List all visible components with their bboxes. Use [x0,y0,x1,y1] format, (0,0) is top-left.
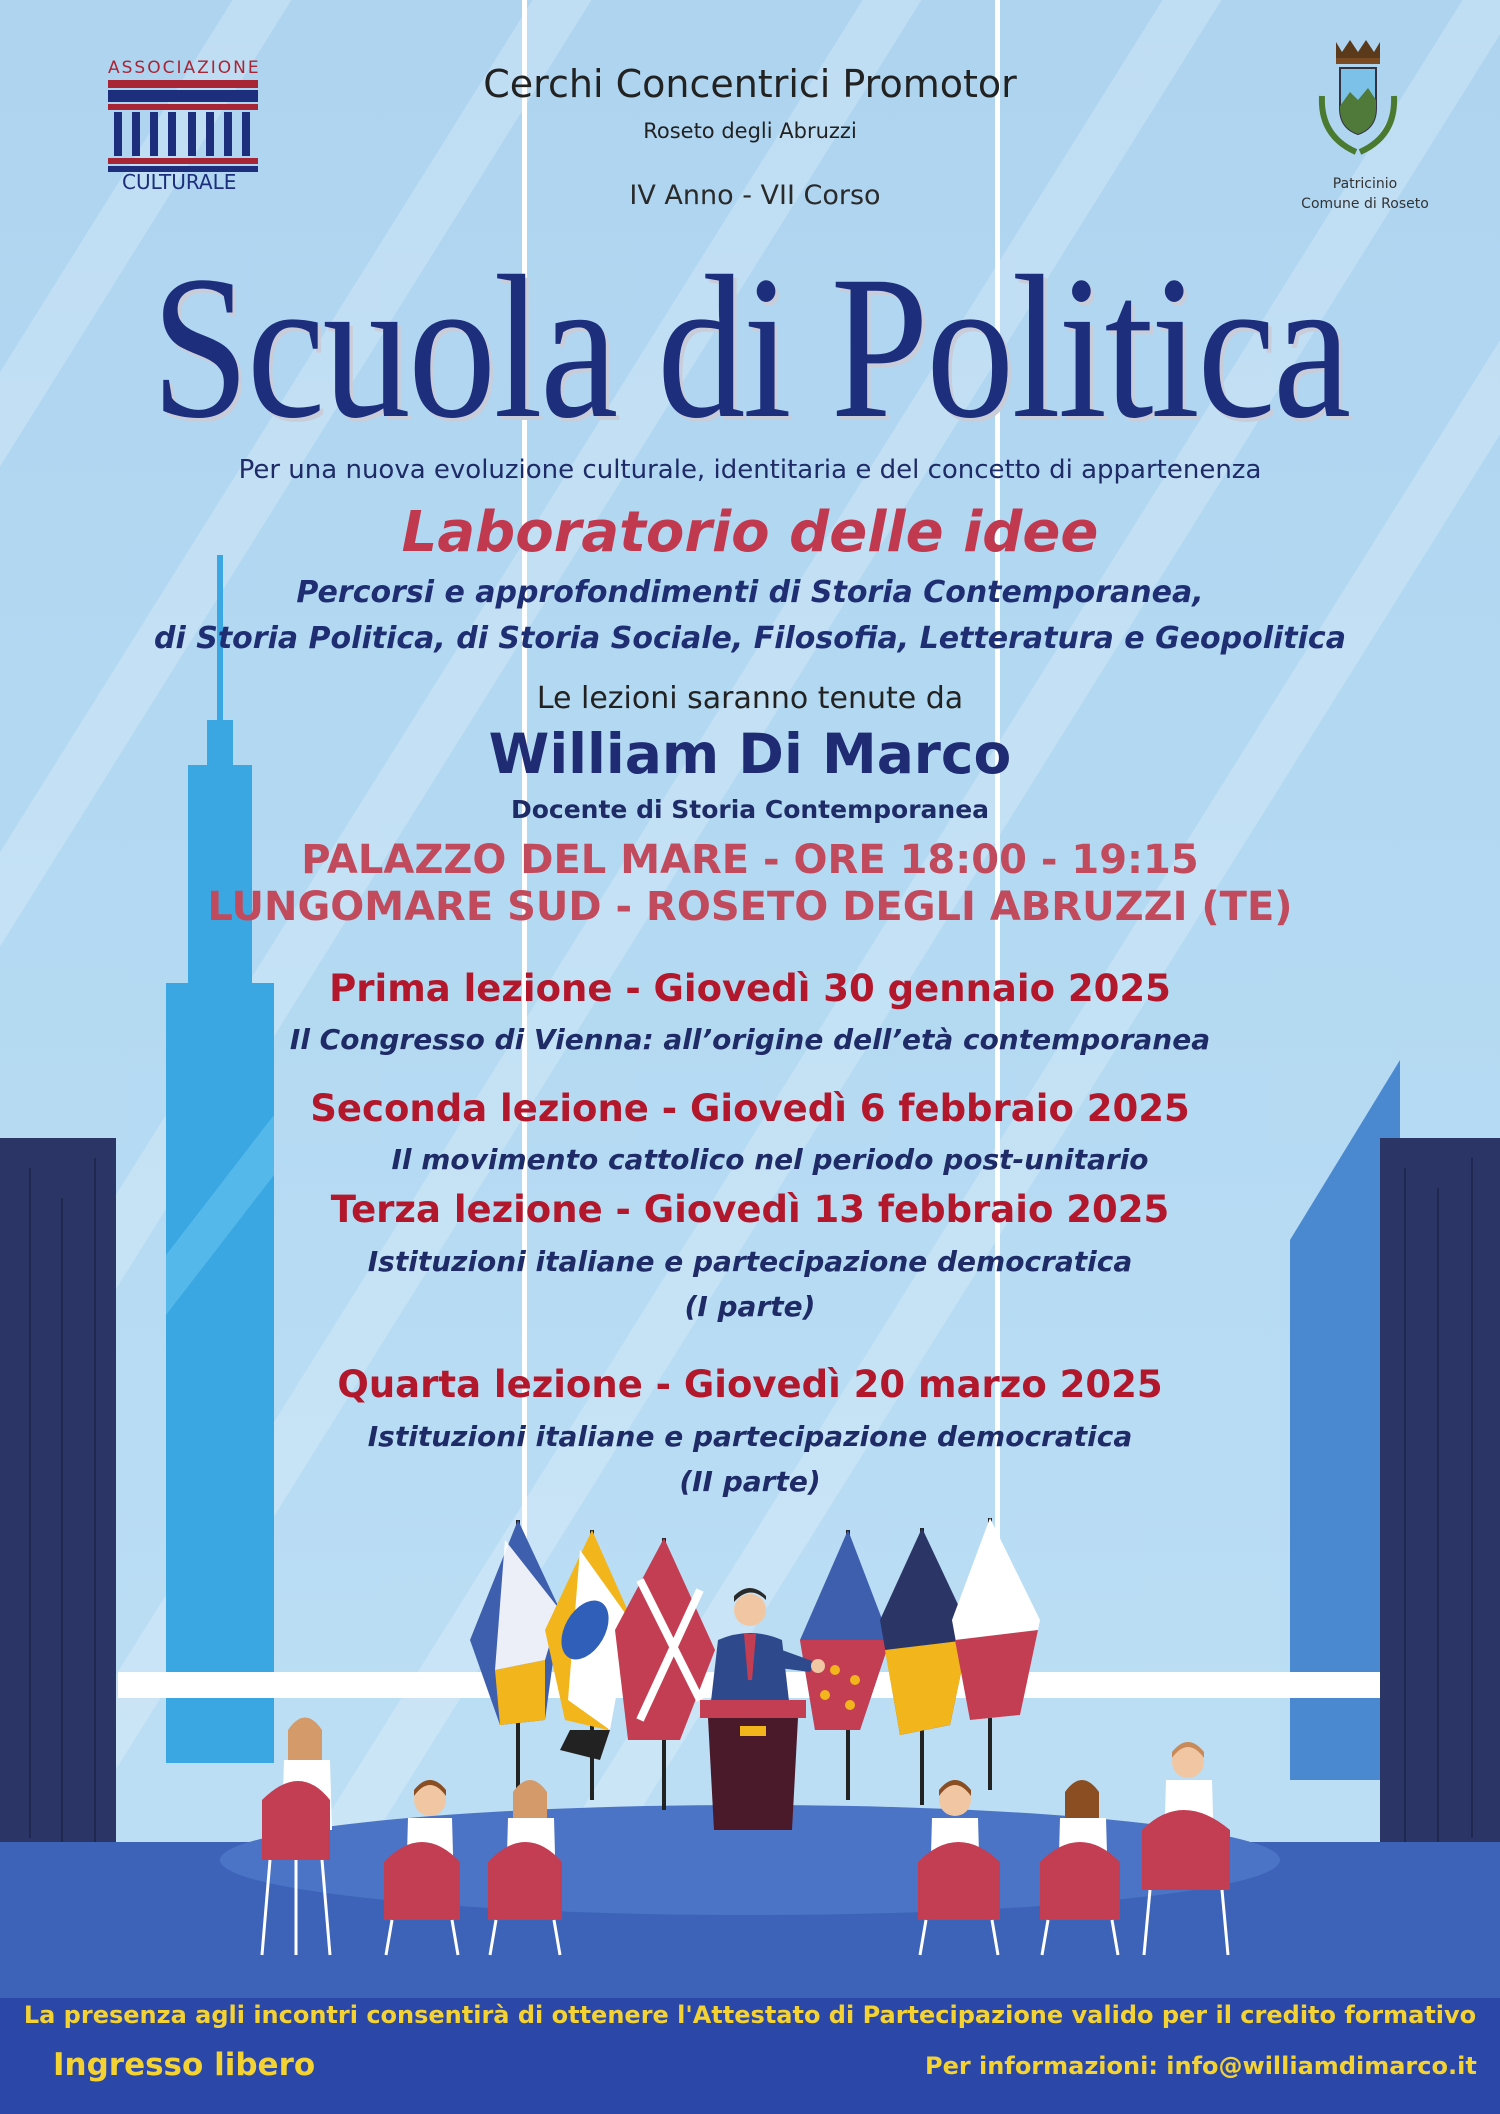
free-entry-label: Ingresso libero [53,2047,316,2083]
venue-line2: LUNGOMARE SUD - ROSETO DEGLI ABRUZZI (TE) [207,884,1293,930]
lesson-topic: Il movimento cattolico nel periodo post-unitario [391,1143,1149,1176]
lesson-date: Terza lezione - Giovedì 13 febbraio 2025 [330,1188,1170,1231]
lesson-topic-part: (II parte) [679,1465,821,1498]
patronage-line2: Comune di Roseto [1301,196,1429,212]
lecturer-intro: Le lezioni saranno tenute da [536,681,964,716]
patronage-line1: Patricinio [1332,176,1398,192]
lesson-date: Seconda lezione - Giovedì 6 febbraio 2025 [310,1087,1190,1130]
lesson-date: Prima lezione - Giovedì 30 gennaio 2025 [329,967,1171,1010]
course-info: IV Anno - VII Corso [629,180,881,211]
flag-left-1 [470,1520,560,1790]
lesson-topic: Il Congresso di Vienna: all’origine dell’età contemporanea [289,1023,1211,1056]
footer-note: La presenza agli incontri consentirà di ottenere l'Attestato di Partecipazione valido per il credito formativo [23,2001,1477,2029]
lesson-topic: Istituzioni italiane e partecipazione democratica [367,1420,1133,1453]
subtitle: Per una nuova evoluzione culturale, identitaria e del concetto di appartenenza [238,455,1262,485]
percorsi-line2: di Storia Politica, di Storia Sociale, Filosofia, Letteratura e Geopolitica [154,621,1346,656]
venue-line1: PALAZZO DEL MARE - ORE 18:00 - 19:15 [301,837,1199,883]
conference-illustration [0,1500,1500,2000]
lesson-date: Quarta lezione - Giovedì 20 marzo 2025 [337,1363,1163,1406]
flag-right-2 [880,1528,970,1805]
organizer-name: Cerchi Concentrici Promotor [483,62,1017,106]
lab-title: Laboratorio delle idee [401,500,1099,565]
municipality-crest [1290,36,1440,216]
podium [700,1700,806,1830]
flag-right-3 [952,1518,1040,1790]
lecturer-role: Docente di Storia Contemporanea [510,795,990,824]
lesson-topic: Istituzioni italiane e partecipazione democratica [367,1245,1133,1278]
logo-top-text: ASSOCIAZIONE [108,58,261,78]
coat-of-arms-icon [1318,36,1398,166]
contact-info[interactable]: Per informazioni: info@williamdimarco.it [925,2052,1477,2080]
organizer-city: Roseto degli Abruzzi [643,119,857,143]
main-title: Scuola di Politica [151,234,1349,461]
lesson-topic-part: (I parte) [684,1290,816,1323]
flag-left-3 [615,1538,715,1810]
flag-left-2 [545,1530,632,1800]
percorsi-line1: Percorsi e approfondimenti di Storia Contemporanea, [296,575,1204,610]
logo-bottom-text: CULTURALE [122,170,237,194]
lecturer-name: William Di Marco [488,722,1012,786]
